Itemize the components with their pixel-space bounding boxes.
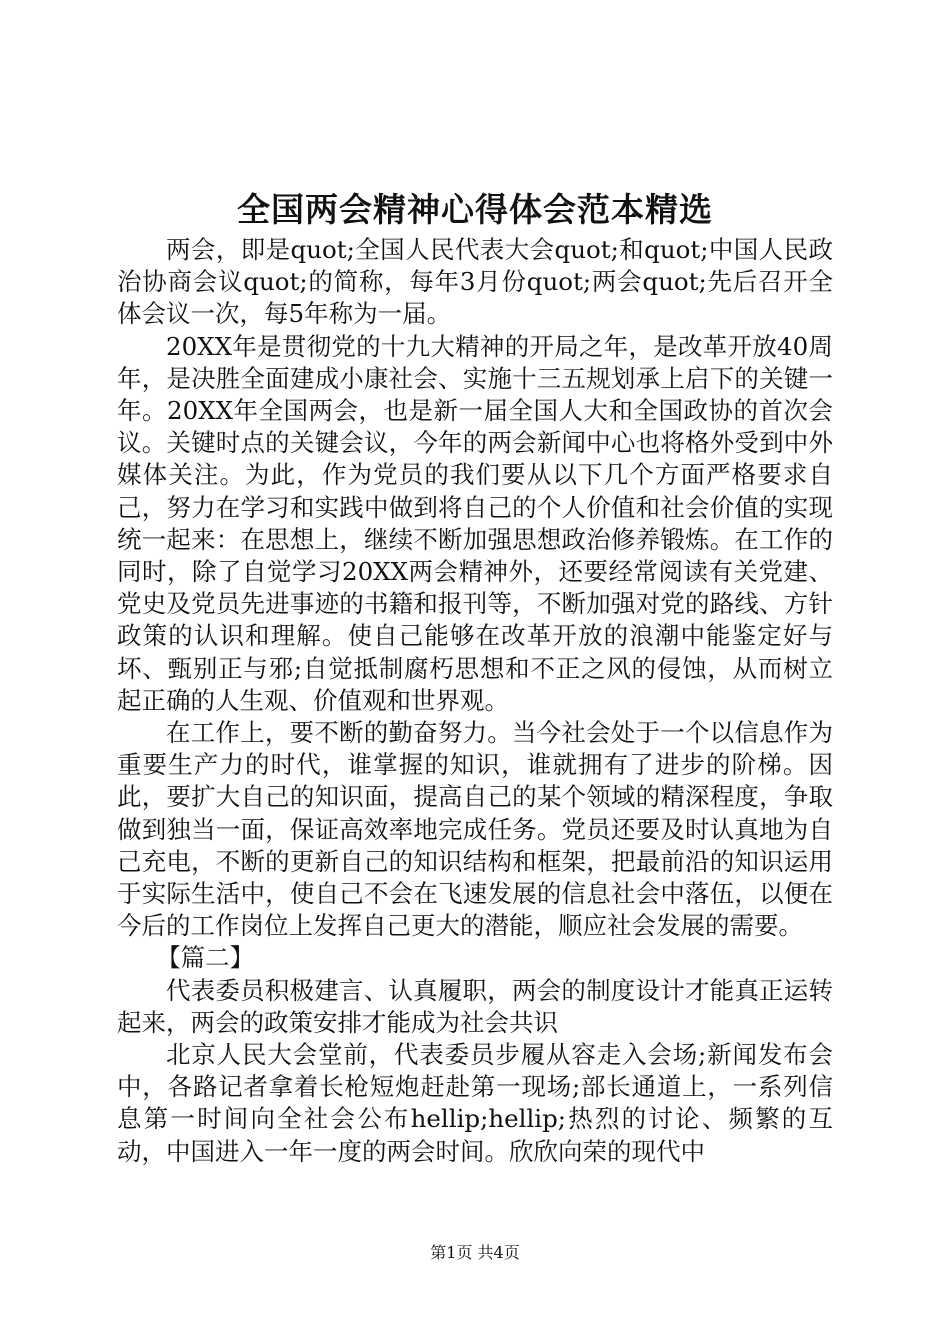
paragraph: 两会，即是quot;全国人民代表大会quot;和quot;中国人民政治协商会议quot;的简称，每年3月份quot;两会quot;先后召开全体会议一次，每5年称为一届。 [117,235,833,329]
paragraph: 在工作上，要不断的勤奋努力。当今社会处于一个以信息作为重要生产力的时代，谁掌握的知识，谁就拥有了进步的阶梯。因此，要扩大自己的知识面，提高自己的某个领域的精深程度，争取做到独当一面，保证高效率地完成任务。党员还要及时认真地为自己充电，不断的更新自己的知识结构和框架，把最前沿的知识运用于实际生活中，使自己不会在飞速发展的信息社会中落伍，以便在今后的工作岗位上发挥自己更大的潜能，顺应社会发展的需要。 [117,718,833,941]
paragraph: 北京人民大会堂前，代表委员步履从容走入会场;新闻发布会中，各路记者拿着长枪短炮赶赴第一现场;部长通道上，一系列信息第一时间向全社会公布hellip;hellip;热烈的讨论、频繁的互动，中国进入一年一度的两会时间。欣欣向荣的现代中 [117,1040,833,1166]
document-body [117,234,833,1168]
paragraph: 代表委员积极建言、认真履职，两会的制度设计才能真正运转起来，两会的政策安排才能成为社会共识 [117,975,833,1037]
page-number-footer: 第1页 共4页 [430,1243,520,1262]
paragraph: 20XX年是贯彻党的十九大精神的开局之年，是改革开放40周年，是决胜全面建成小康社会、实施十三五规划承上启下的关键一年。20XX年全国两会，也是新一届全国人大和全国政协的首次会议。关键时点的关键会议，今年的两会新闻中心也将格外受到中外媒体关注。为此，作为党员的我们要从以下几个方面严格要求自己，努力在学习和实践中做到将自己的个人价值和社会价值的实现统一起来：在思想上，继续不断加强思想政治修养锻炼。在工作的同时，除了自觉学习20XX两会精神外，还要经常阅读有关党建、党史及党员先进事迹的书籍和报刊等，不断加强对党的路线、方针政策的认识和理解。使自己能够在改革开放的浪潮中能鉴定好与坏、甄别正与邪;自觉抵制腐朽思想和不正之风的侵蚀，从而树立起正确的人生观、价值观和世界观。 [117,331,833,715]
document-title: 全国两会精神心得体会范本精选 [237,190,713,229]
section-heading: 【篇二】 [156,943,255,973]
